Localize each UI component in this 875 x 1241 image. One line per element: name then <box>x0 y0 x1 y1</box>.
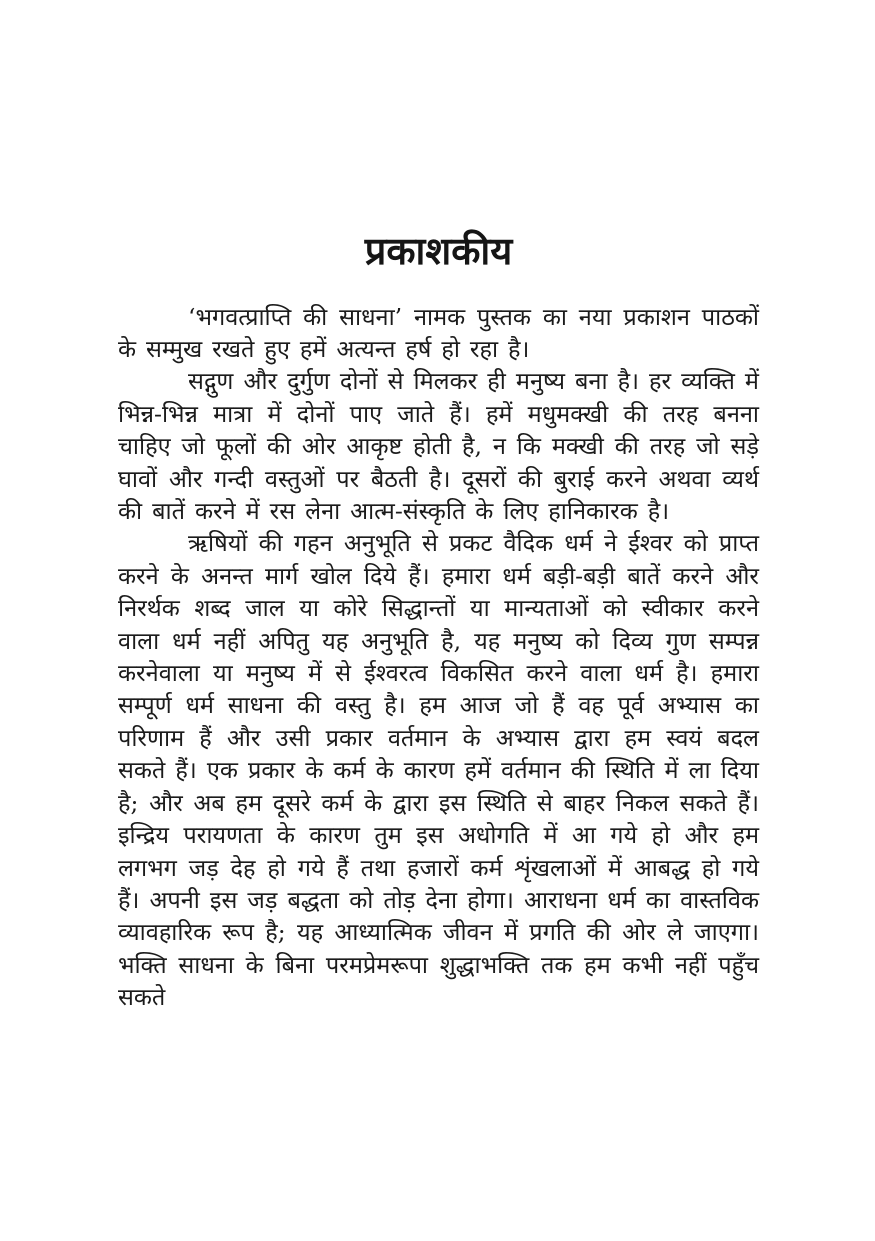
body-text <box>118 301 759 1014</box>
paragraph-1: ‘भगवत्प्राप्ति की साधना’ नामक पुस्तक का नया प्रकाशन पाठकों के सम्मुख रखते हुए हमें अत्यन्त हर्ष हो रहा है। <box>118 302 759 363</box>
paragraph-2: सद्गुण और दुर्गुण दोनों से मिलकर ही मनुष्य बना है। हर व्यक्ति में भिन्न-भिन्न मात्रा में दोनों पाए जाते हैं। हमें मधुमक्खी की तरह बनना चाहिए जो फूलों की ओर आकृष्ट होती है, न कि मक्खी की तरह जो सड़े घावों और गन्दी वस्तुओं पर बैठती है। दूसरों की बुराई करने अथवा व्यर्थ की बातें करने में रस लेना आत्म-संस्कृति के लिए हानिकारक है। <box>118 367 759 526</box>
text-block <box>118 0 759 1014</box>
page-title: प्रकाशकीय <box>364 228 513 273</box>
paragraph-3: ऋषियों की गहन अनुभूति से प्रकट वैदिक धर्म ने ईश्वर को प्राप्त करने के अनन्त मार्ग खोल दिये हैं। हमारा धर्म बड़ी-बड़ी बातें करने और निरर्थक शब्द जाल या कोरे सिद्धान्तों या मान्यताओं को स्वीकार करने वाला धर्म नहीं अपितु यह अनुभूति है, यह मनुष्य को दिव्य गुण सम्पन्न करनेवाला या मनुष्य में से ईश्वरत्व विकसित करने वाला धर्म है। हमारा सम्पूर्ण धर्म साधना की वस्तु है। हम आज जो हैं वह पूर्व अभ्यास का परिणाम हैं और उसी प्रकार वर्तमान के अभ्यास द्वारा हम स्वयं बदल सकते हैं। एक प्रकार के कर्म के कारण हमें वर्तमान की स्थिति में ला दिया है; और अब हम दूसरे कर्म के द्वारा इस स्थिति से बाहर निकल सकते हैं। इन्द्रिय परायणता के कारण तुम इस अधोगति में आ गये हो और हम लगभग जड़ देह हो गये हैं तथा हजारों कर्म शृंखलाओं में आबद्ध हो गये हैं। अपनी इस जड़ बद्धता को तोड़ देना होगा। आराधना धर्म का वास्तविक व्यावहारिक रूप है; यह आध्यात्मिक जीवन में प्रगति की ओर ले जाएगा। भक्ति साधना के बिना परमप्रेमरूपा शुद्धाभक्ति तक हम कभी नहीं पहुँच सकते <box>118 529 759 1012</box>
